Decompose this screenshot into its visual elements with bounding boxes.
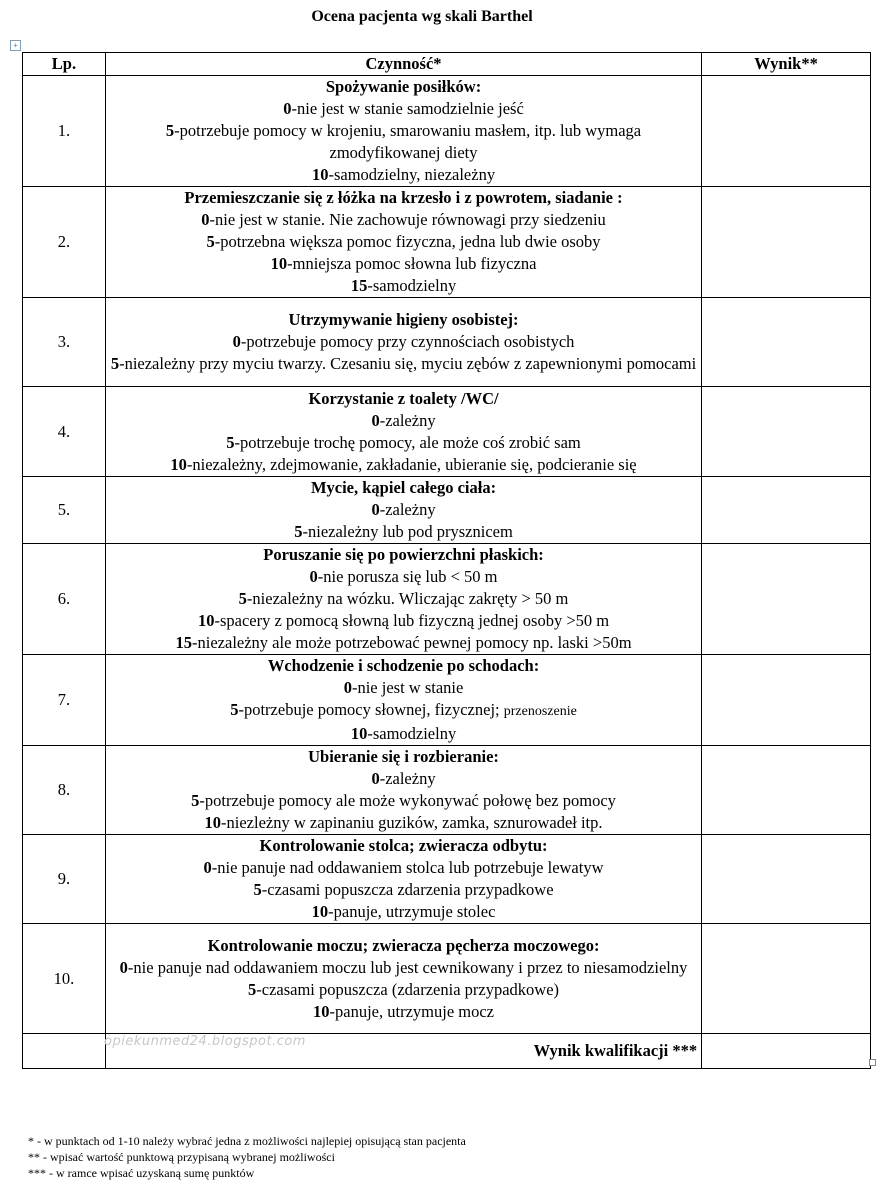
table-row xyxy=(23,544,871,655)
option-line xyxy=(110,588,697,610)
option-score: 5 xyxy=(253,880,262,899)
option-score: 5 xyxy=(238,589,247,608)
option-line xyxy=(110,979,697,1001)
result-cell[interactable] xyxy=(702,76,871,187)
option-line xyxy=(110,610,697,632)
row-number: 4. xyxy=(23,387,106,477)
option-text: -zależny xyxy=(379,500,436,519)
option-score: 0 xyxy=(232,332,241,351)
table-row xyxy=(23,477,871,544)
option-text: -potrzebuje pomocy w krojeniu, smarowaniu masłem, itp. lub wymaga zmodyfikowanej diety xyxy=(174,121,642,162)
activity-cell xyxy=(105,298,701,387)
option-text: -niezależny na wózku. Wliczając zakręty > 50 m xyxy=(246,589,569,608)
option-score: 5 xyxy=(226,432,235,452)
option-score: 10 xyxy=(313,1001,330,1021)
row-number: 5. xyxy=(23,477,106,544)
option-line xyxy=(110,231,697,253)
option-text: -potrzebuje trochę pomocy, ale może coś zrobić sam xyxy=(234,432,581,452)
activity-heading: Spożywanie posiłków: xyxy=(325,77,482,96)
activity-heading: Korzystanie z toalety /WC/ xyxy=(308,388,499,408)
row-number: 8. xyxy=(23,746,106,835)
option-score: 0 xyxy=(119,957,128,977)
option-text: -panuje, utrzymuje stolec xyxy=(328,902,496,921)
option-text: -zależny xyxy=(379,769,436,788)
option-score: 5 xyxy=(248,979,257,999)
option-score: 5 xyxy=(110,354,120,373)
option-score: 10 xyxy=(311,165,329,184)
activity-cell xyxy=(105,477,701,544)
option-text: -samodzielny, niezależny xyxy=(328,165,496,184)
option-line xyxy=(110,454,697,476)
result-cell[interactable] xyxy=(702,387,871,477)
option-line xyxy=(110,632,697,654)
option-line xyxy=(110,98,697,120)
result-cell[interactable] xyxy=(702,477,871,544)
option-text: -samodzielny xyxy=(367,724,457,743)
option-line xyxy=(110,957,697,979)
option-line xyxy=(110,209,697,231)
option-text: -niezależny przy myciu twarzy. Czesaniu się, myciu zębów z zapewnionymi pomocami xyxy=(119,354,697,373)
option-line xyxy=(110,879,697,901)
table-row xyxy=(23,835,871,924)
option-score: 15 xyxy=(350,276,368,295)
activity-heading: Mycie, kąpiel całego ciała: xyxy=(310,478,497,497)
option-line xyxy=(110,331,697,353)
option-score: 0 xyxy=(371,769,380,788)
option-score: 5 xyxy=(191,791,200,810)
option-score: 0 xyxy=(203,858,212,877)
option-line xyxy=(110,768,697,790)
option-score: 10 xyxy=(270,254,288,273)
table-row xyxy=(23,187,871,298)
activity-heading: Wchodzenie i schodzenie po schodach: xyxy=(267,656,540,675)
page-title: Ocena pacjenta wg skali Barthel xyxy=(311,8,533,25)
activity-cell xyxy=(105,544,701,655)
table-row xyxy=(23,76,871,187)
activity-heading: Przemieszczanie się z łóżka na krzesło i z powrotem, siadanie : xyxy=(184,188,623,207)
row-number: 7. xyxy=(23,655,106,746)
option-text: -niezleżny w zapinaniu guzików, zamka, sznurowadeł itp. xyxy=(221,813,603,832)
option-line xyxy=(110,253,697,275)
option-score: 10 xyxy=(170,454,187,474)
option-text: -nie jest w stanie xyxy=(351,678,464,697)
option-line xyxy=(110,432,697,454)
option-text: -nie panuje nad oddawaniem moczu lub jest cewnikowany i przez to niesamodzielny xyxy=(127,957,688,977)
row-number: 10. xyxy=(23,924,106,1034)
option-score: 10 xyxy=(204,813,222,832)
option-text: -potrzebuje pomocy ale może wykonywać połowę bez pomocy xyxy=(199,791,616,810)
option-score: 0 xyxy=(201,210,210,229)
option-line xyxy=(110,410,697,432)
table-row xyxy=(23,655,871,746)
footnote-3: *** - w ramce wpisać uzyskaną sumę punktów xyxy=(28,1166,255,1180)
option-line xyxy=(110,723,697,745)
activity-cell xyxy=(105,924,701,1034)
row-number: 2. xyxy=(23,187,106,298)
option-line xyxy=(110,901,697,923)
activity-heading: Utrzymywanie higieny osobistej: xyxy=(288,310,519,329)
footnote-1: * - w punktach od 1-10 należy wybrać jedna z możliwości najlepiej opisującą stan pacjenta xyxy=(28,1134,466,1148)
summary-lp-cell xyxy=(23,1034,106,1069)
option-line xyxy=(110,353,697,375)
option-extra: przenoszenie xyxy=(503,704,577,719)
option-score: 0 xyxy=(371,500,380,519)
footnote-2: ** - wpisać wartość punktową przypisaną wybranej możliwości xyxy=(28,1150,335,1164)
row-number: 9. xyxy=(23,835,106,924)
option-score: 10 xyxy=(311,902,329,921)
option-score: 0 xyxy=(343,678,352,697)
option-line xyxy=(110,1001,697,1023)
summary-result-cell[interactable] xyxy=(702,1034,871,1069)
option-line xyxy=(110,812,697,834)
result-cell[interactable] xyxy=(702,544,871,655)
activity-cell xyxy=(105,187,701,298)
table-row xyxy=(23,924,871,1034)
summary-label: Wynik kwalifikacji *** xyxy=(105,1034,701,1069)
row-number: 3. xyxy=(23,298,106,387)
table-row xyxy=(23,746,871,835)
option-text: -zależny xyxy=(379,410,436,430)
option-score: 5 xyxy=(230,700,239,719)
option-line xyxy=(110,566,697,588)
activity-cell xyxy=(105,835,701,924)
option-line xyxy=(110,790,697,812)
option-line xyxy=(110,499,697,521)
row-number: 6. xyxy=(23,544,106,655)
option-text: -nie jest w stanie. Nie zachowuje równowagi przy siedzeniu xyxy=(209,210,606,229)
option-text: -potrzebuje pomocy słownej, fizycznej; xyxy=(238,700,500,719)
watermark: opiekunmed24.blogspot.com xyxy=(104,1034,306,1049)
footnotes xyxy=(28,1133,466,1181)
option-score: 0 xyxy=(309,567,318,586)
table-header-row xyxy=(23,53,871,76)
activity-cell xyxy=(105,387,701,477)
activity-heading: Ubieranie się i rozbieranie: xyxy=(308,747,499,766)
result-cell[interactable] xyxy=(702,835,871,924)
option-score: 0 xyxy=(371,410,380,430)
activity-cell xyxy=(105,76,701,187)
row-number: 1. xyxy=(23,76,106,187)
option-line xyxy=(110,275,697,297)
option-text: -czasami popuszcza (zdarzenia przypadkowe) xyxy=(256,979,560,999)
activity-heading: Kontrolowanie moczu; zwieracza pęcherza moczowego: xyxy=(207,935,600,955)
result-cell[interactable] xyxy=(702,746,871,835)
table-move-handle-icon[interactable]: + xyxy=(10,40,21,51)
option-line xyxy=(110,677,697,699)
result-cell[interactable] xyxy=(702,655,871,746)
header-activity: Czynność* xyxy=(105,53,701,76)
option-line xyxy=(110,699,697,723)
option-text: -niezależny lub pod prysznicem xyxy=(302,522,513,541)
option-text: -spacery z pomocą słowną lub fizyczną jednej osoby >50 m xyxy=(214,611,610,630)
option-text: -potrzebna większa pomoc fizyczna, jedna lub dwie osoby xyxy=(214,232,601,251)
result-cell[interactable] xyxy=(702,187,871,298)
table-row xyxy=(23,387,871,477)
option-text: -nie panuje nad oddawaniem stolca lub potrzebuje lewatyw xyxy=(211,858,604,877)
barthel-table xyxy=(22,52,871,1069)
activity-cell xyxy=(105,746,701,835)
option-text: -potrzebuje pomocy przy czynnościach osobistych xyxy=(240,332,575,351)
option-text: -czasami popuszcza zdarzenia przypadkowe xyxy=(261,880,554,899)
option-score: 5 xyxy=(165,121,175,140)
header-result: Wynik** xyxy=(702,53,871,76)
result-cell[interactable] xyxy=(702,298,871,387)
option-text: -samodzielny xyxy=(367,276,457,295)
table-resize-handle-icon[interactable] xyxy=(869,1059,876,1066)
option-line xyxy=(110,120,697,164)
option-text: -nie porusza się lub < 50 m xyxy=(317,567,498,586)
option-line xyxy=(110,164,697,186)
option-score: 15 xyxy=(175,633,193,652)
activity-heading: Kontrolowanie stolca; zwieracza odbytu: xyxy=(259,836,548,855)
result-cell[interactable] xyxy=(702,924,871,1034)
option-score: 10 xyxy=(350,724,368,743)
option-text: -nie jest w stanie samodzielnie jeść xyxy=(291,99,524,118)
option-line xyxy=(110,857,697,879)
option-text: -niezależny, zdejmowanie, zakładanie, ubieranie się, podcieranie się xyxy=(186,454,637,474)
option-score: 0 xyxy=(283,99,292,118)
activity-heading: Poruszanie się po powierzchni płaskich: xyxy=(263,545,544,564)
header-lp: Lp. xyxy=(23,53,106,76)
table-row xyxy=(23,298,871,387)
option-text: -mniejsza pomoc słowna lub fizyczna xyxy=(287,254,537,273)
option-text: -niezależny ale może potrzebować pewnej pomocy np. laski >50m xyxy=(192,633,632,652)
option-score: 5 xyxy=(294,522,303,541)
option-text: -panuje, utrzymuje mocz xyxy=(329,1001,495,1021)
option-score: 5 xyxy=(206,232,215,251)
option-line xyxy=(110,521,697,543)
activity-cell xyxy=(105,655,701,746)
option-score: 10 xyxy=(197,611,215,630)
table-body xyxy=(23,76,871,1034)
